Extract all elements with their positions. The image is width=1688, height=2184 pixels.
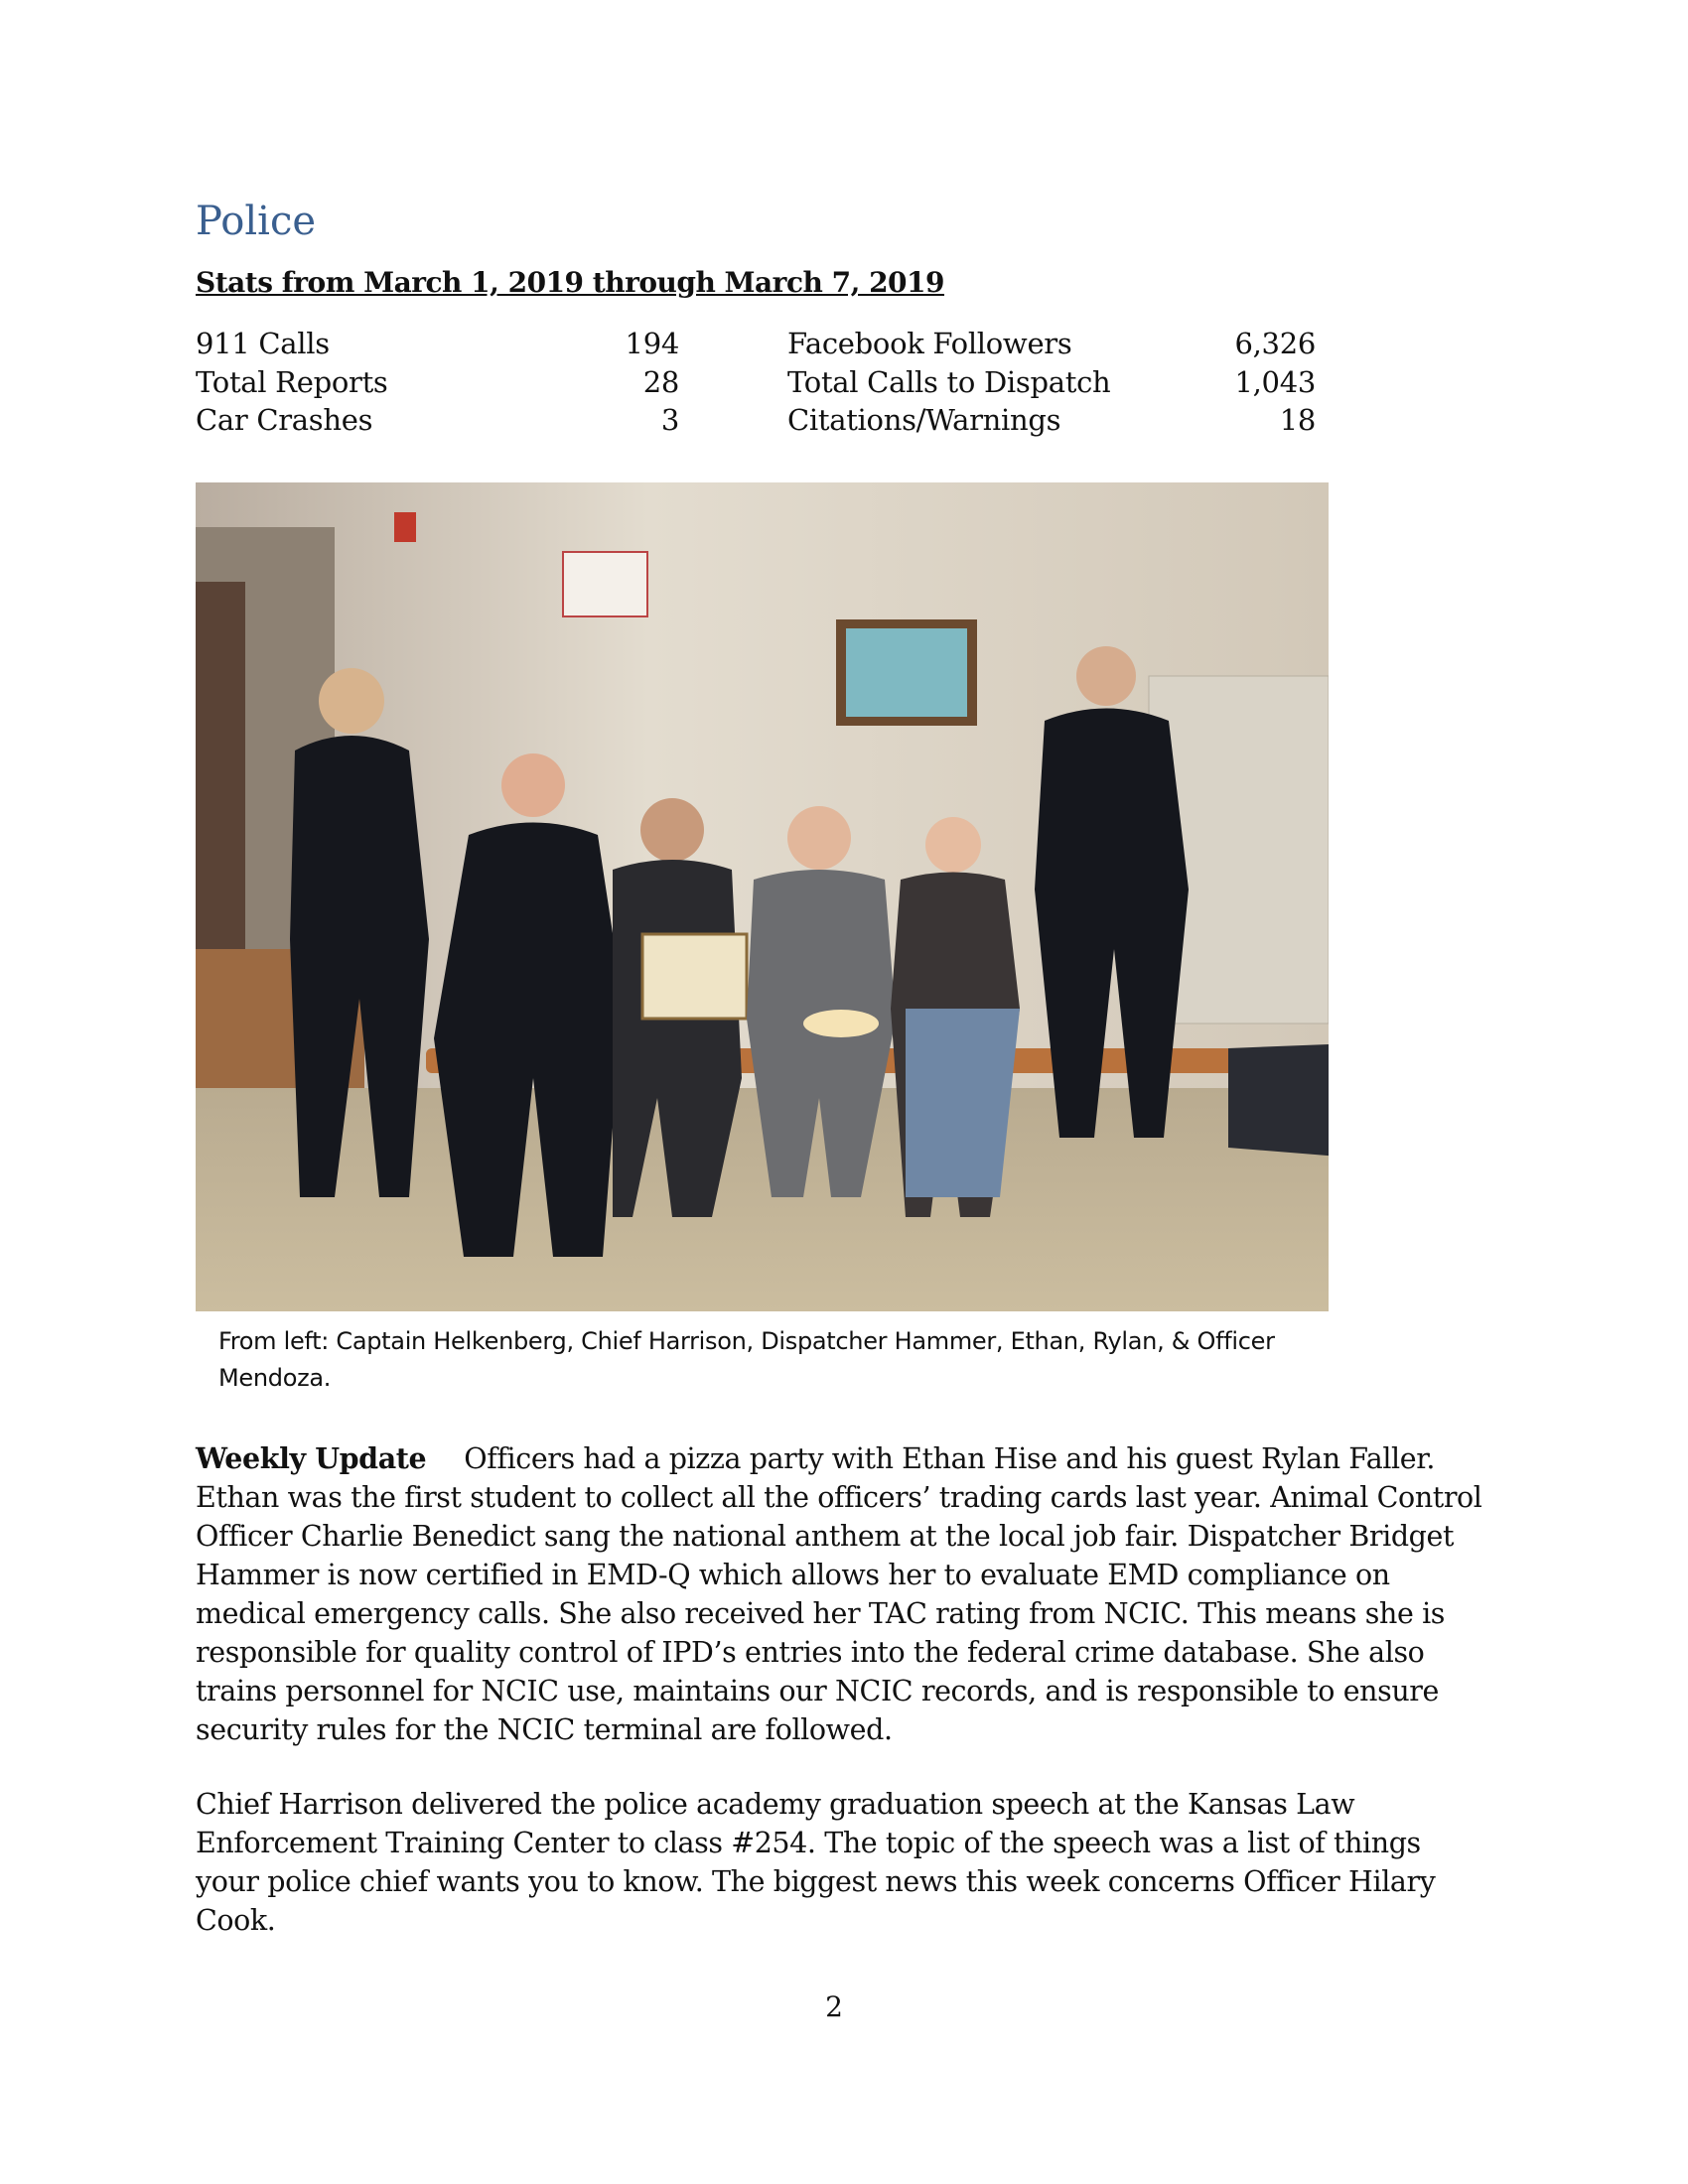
stat-label: 911 Calls: [196, 327, 330, 360]
stat-value: 194: [625, 327, 679, 360]
stat-label: Facebook Followers: [787, 327, 1072, 360]
stat-label: Total Calls to Dispatch: [787, 365, 1111, 399]
stat-value: 6,326: [1234, 327, 1316, 360]
stat-value: 28: [642, 365, 679, 399]
stat-label: Citations/Warnings: [787, 403, 1061, 437]
section-title: Police: [196, 199, 317, 244]
stat-label: Car Crashes: [196, 403, 373, 437]
stat-label: Total Reports: [196, 365, 388, 399]
stats-heading: Stats from March 1, 2019 through March 7, 2019: [196, 266, 944, 299]
weekly-update-text: Officers had a pizza party with Ethan Hise and his guest Rylan Faller. Ethan was the first student to collect all the officers’ trading cards last year. Animal Control Officer Charlie Benedict sang the national anthem at the local job fair. Dispatcher Bridget Hammer is now certified in EMD-Q which allows her to evaluate EMD compliance on medical emergency calls. She also received her TAC rating from NCIC. This means she is responsible for quality control of IPD’s entries into the federal crime database. She also trains personnel for NCIC use, maintains our NCIC records, and is responsible to ensure security rules for the NCIC terminal are followed.: [196, 1442, 1482, 1746]
stat-value: 18: [1279, 403, 1316, 437]
weekly-update-paragraph-2: Chief Harrison delivered the police academy graduation speech at the Kansas Law Enforcement Training Center to class #254. The topic of the speech was a list of things your police chief wants you to know. The biggest news this week concerns Officer Hilary Cook.: [196, 1788, 1436, 1937]
stat-value: 1,043: [1234, 365, 1316, 399]
page-number: 2: [825, 1990, 843, 2023]
group-photo: [196, 482, 1329, 1311]
weekly-update-label: Weekly Update: [196, 1441, 427, 1475]
photo-caption: From left: Captain Helkenberg, Chief Harrison, Dispatcher Hammer, Ethan, Rylan, & Officer Mendoza.: [218, 1327, 1275, 1392]
weekly-update-paragraph: [196, 1439, 1486, 1749]
stat-value: 3: [660, 403, 679, 437]
